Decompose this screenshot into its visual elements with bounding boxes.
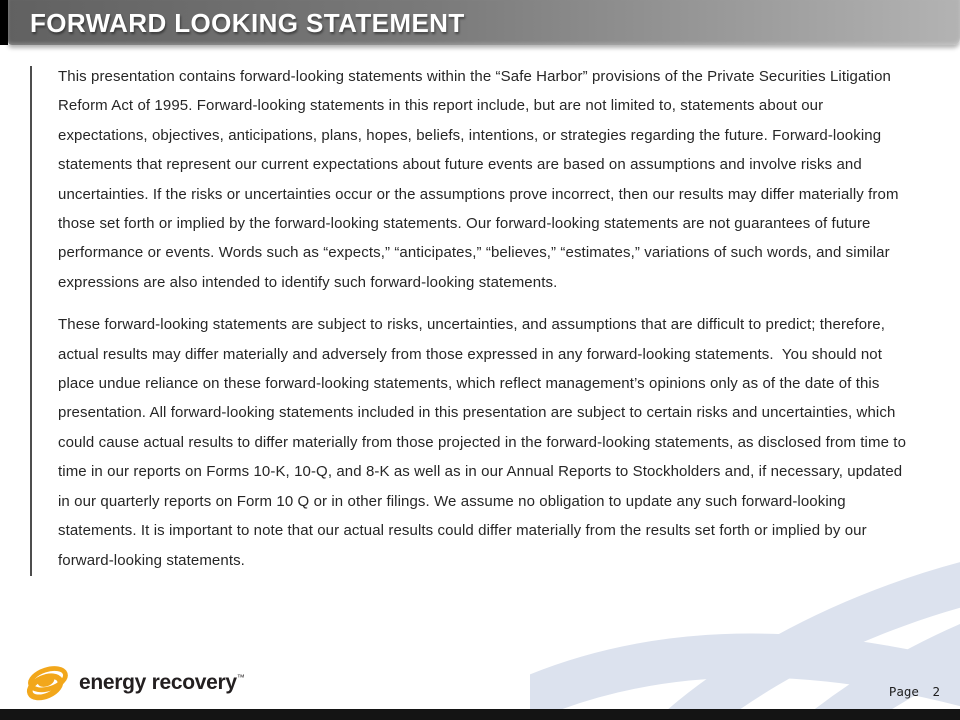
page-number: Page 2	[888, 684, 940, 699]
company-logo-text	[79, 671, 244, 695]
page-title: FORWARD LOOKING STATEMENT	[30, 8, 465, 38]
content-left-rule	[30, 66, 32, 576]
paragraph-forward-looking-1: This presentation contains forward-looking statements within the “Safe Harbor” provisions of the Private Securities Litigation Reform Act of 1995. Forward-looking statements in this report include, but are not limited to, statements about our expectations, objectives, anticipations, plans, hopes, beliefs, intentions, or strategies regarding the future. Forward-looking statements that represent our current expectations about future events are based on assumptions and involve risks and uncertainties. If the risks or uncertainties occur or the assumptions prove incorrect, then our results may differ materially from those set forth or implied by the forward-looking statements. Our forward-looking statements are not guarantees of future performance or events. Words such as “expects,” “anticipates,” “believes,” “estimates,” variations of such words, and similar expressions are also intended to identify such forward-looking statements.	[58, 68, 903, 291]
bottom-bar	[0, 709, 960, 720]
company-logo	[24, 662, 244, 704]
slide-body	[58, 62, 910, 588]
header-left-accent	[0, 0, 8, 45]
trademark-symbol: ™	[236, 673, 245, 682]
company-logo-name: energy recovery	[79, 671, 237, 694]
energy-recovery-swirl-icon	[24, 662, 70, 704]
paragraph-forward-looking-2: These forward-looking statements are subject to risks, uncertainties, and assumptions that are difficult to predict; therefore, actual results may differ materially and adversely from those expressed in any forward-looking statements. You should not place undue reliance on these forward-looking statements, which reflect management’s opinions only as of the date of this presentation. All forward-looking statements included in this presentation are subject to certain risks and uncertainties, which could cause actual results to differ materially from those projected in the forward-looking statements, as disclosed from time to time in our reports on Forms 10-K, 10-Q, and 8-K as well as in our Annual Reports to Stockholders and, if necessary, updated in our quarterly reports on Form 10 Q or in other filings. We assume no obligation to update any such forward-looking statements. It is important to note that our actual results could differ materially from the results set forth or implied by our forward-looking statements.	[58, 316, 911, 569]
